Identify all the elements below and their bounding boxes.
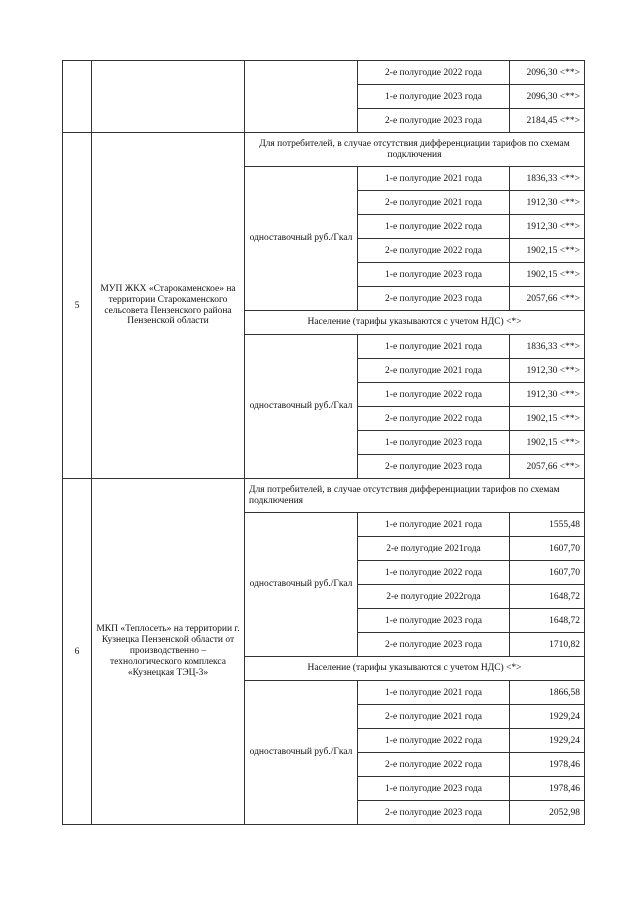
organization-name [92, 61, 245, 133]
rate-type: одноставочный руб./Гкал [245, 167, 358, 311]
tariff-value-cell: 1836,33 <**> [510, 335, 585, 359]
tariff-value-cell: 1607,70 [510, 561, 585, 585]
period-cell: 1-е полугодие 2022 года [358, 729, 510, 753]
period-cell: 1-е полугодие 2023 года [358, 609, 510, 633]
organization-name: МУП ЖКХ «Старокаменское» на территории Старокаменского сельсовета Пензенского района Пензенской области [92, 133, 245, 479]
tariff-value-cell: 1912,30 <**> [510, 191, 585, 215]
consumer-category: Население (тарифы указываются с учетом НДС) <*> [245, 657, 585, 681]
category-row [63, 133, 585, 167]
tariff-value-cell: 1902,15 <**> [510, 239, 585, 263]
period-cell: 2-е полугодие 2023 года [358, 801, 510, 825]
tariff-value-cell: 1912,30 <**> [510, 215, 585, 239]
rate-type: одноставочный руб./Гкал [245, 681, 358, 825]
category-row [63, 479, 585, 513]
tariff-value-cell: 2184,45 <**> [510, 109, 585, 133]
tariff-value-cell: 1929,24 [510, 729, 585, 753]
tariff-value-cell: 1902,15 <**> [510, 407, 585, 431]
tariff-value-cell: 1912,30 <**> [510, 359, 585, 383]
period-cell: 1-е полугодие 2021 года [358, 681, 510, 705]
tariff-value-cell: 1912,30 <**> [510, 383, 585, 407]
period-cell: 1-е полугодие 2021 года [358, 513, 510, 537]
period-cell: 1-е полугодие 2022 года [358, 561, 510, 585]
period-cell: 2-е полугодие 2023 года [358, 287, 510, 311]
period-cell: 2-е полугодие 2021 года [358, 359, 510, 383]
tariff-value-cell: 1902,15 <**> [510, 263, 585, 287]
tariff-value-cell: 1648,72 [510, 585, 585, 609]
tariff-value-cell: 1710,82 [510, 633, 585, 657]
tariff-value-cell: 1866,58 [510, 681, 585, 705]
period-cell: 1-е полугодие 2023 года [358, 777, 510, 801]
period-cell: 2-е полугодие 2022 года [358, 61, 510, 85]
tariff-value-cell: 2096,30 <**> [510, 85, 585, 109]
tariff-value-cell: 1607,70 [510, 537, 585, 561]
tariff-value-cell: 1836,33 <**> [510, 167, 585, 191]
tariff-value-cell: 1555,48 [510, 513, 585, 537]
period-cell: 1-е полугодие 2021 года [358, 167, 510, 191]
row-number: 5 [63, 133, 92, 479]
organization-name: МКП «Теплосеть» на территории г. Кузнецка Пензенской области от производственно – технологического комплекса «Кузнецкая ТЭЦ-3» [92, 479, 245, 825]
tariff-row [63, 61, 585, 85]
consumer-category: Для потребителей, в случае отсутствия дифференциации тарифов по схемам подключения [245, 133, 585, 167]
tariff-value-cell: 1929,24 [510, 705, 585, 729]
tariff-value-cell: 2096,30 <**> [510, 61, 585, 85]
tariff-value-cell: 2057,66 <**> [510, 287, 585, 311]
tariff-value-cell: 1978,46 [510, 777, 585, 801]
tariff-table [62, 60, 585, 825]
period-cell: 2-е полугодие 2021 года [358, 705, 510, 729]
rate-type: одноставочный руб./Гкал [245, 513, 358, 657]
row-number: 6 [63, 479, 92, 825]
period-cell: 2-е полугодие 2021 года [358, 191, 510, 215]
period-cell: 2-е полугодие 2022 года [358, 239, 510, 263]
tariff-value-cell: 1648,72 [510, 609, 585, 633]
period-cell: 2-е полугодие 2022года [358, 585, 510, 609]
period-cell: 1-е полугодие 2023 года [358, 431, 510, 455]
rate-type: одноставочный руб./Гкал [245, 335, 358, 479]
period-cell: 1-е полугодие 2022 года [358, 383, 510, 407]
tariff-value-cell: 2052,98 [510, 801, 585, 825]
tariff-table-body [63, 61, 585, 825]
period-cell: 2-е полугодие 2023 года [358, 633, 510, 657]
period-cell: 2-е полугодие 2023 года [358, 109, 510, 133]
period-cell: 2-е полугодие 2022 года [358, 753, 510, 777]
period-cell: 2-е полугодие 2022 года [358, 407, 510, 431]
rate-type [245, 61, 358, 133]
row-number [63, 61, 92, 133]
consumer-category: Для потребителей, в случае отсутствия дифференциации тарифов по схемам подключения [245, 479, 585, 513]
period-cell: 1-е полугодие 2023 года [358, 85, 510, 109]
tariff-value-cell: 2057,66 <**> [510, 455, 585, 479]
tariff-value-cell: 1978,46 [510, 753, 585, 777]
period-cell: 1-е полугодие 2021 года [358, 335, 510, 359]
period-cell: 2-е полугодие 2021года [358, 537, 510, 561]
tariff-value-cell: 1902,15 <**> [510, 431, 585, 455]
period-cell: 1-е полугодие 2023 года [358, 263, 510, 287]
period-cell: 2-е полугодие 2023 года [358, 455, 510, 479]
period-cell: 1-е полугодие 2022 года [358, 215, 510, 239]
consumer-category: Население (тарифы указываются с учетом НДС) <*> [245, 311, 585, 335]
